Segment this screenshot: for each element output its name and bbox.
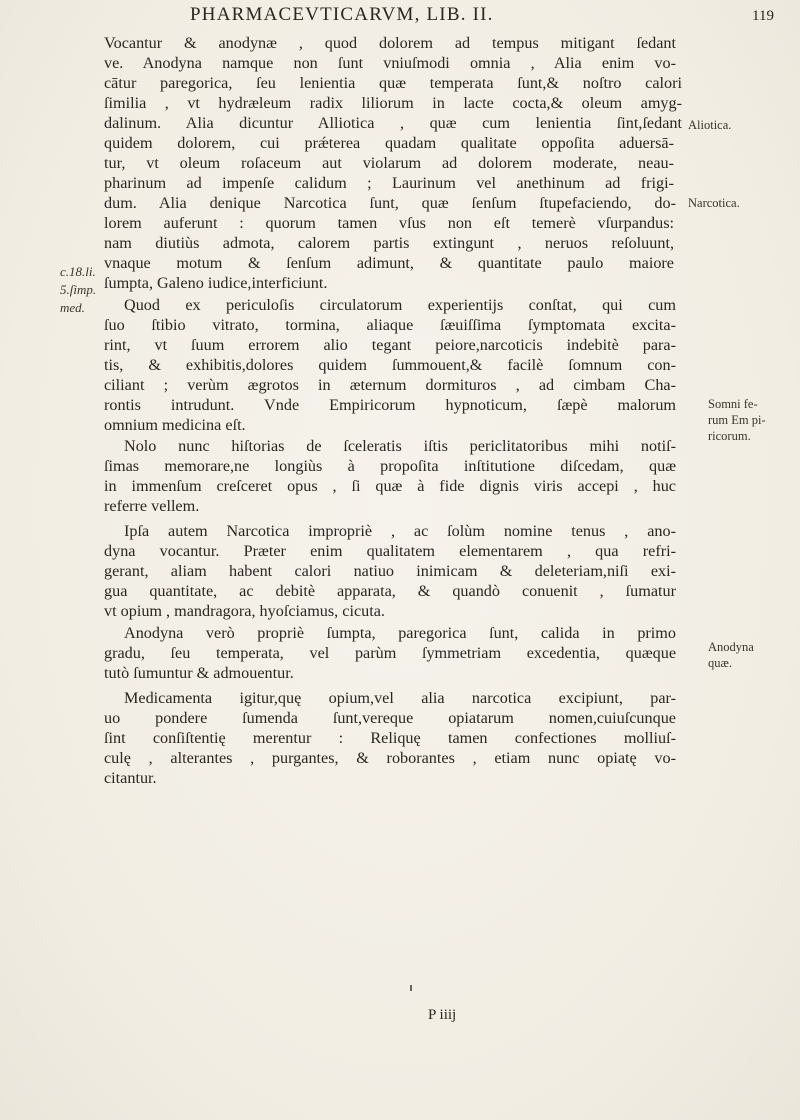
margin-note-reference-2: 5.ſimp. [60,282,97,297]
text-line: vt opium , mandragora, hyoſciamus, cicuta. [104,602,385,620]
text-line: dyna vocantur. Præter enim qualitatem elementarem , qua refri- [104,542,676,560]
text-line: ſumpta, Galeno iudice,interficiunt. [104,274,328,292]
text-line: dalinum. Alia dicuntur Alliotica , quæ cum lenientia ſint,ſedant [104,114,682,132]
page-number: 119 [752,8,774,24]
text-line: Anodyna verò propriè ſumpta, paregorica ſunt, calida in primo [124,624,676,642]
text-line: Ipſa autem Narcotica impropriè , ac ſolùm nomine tenus , ano- [124,522,676,540]
text-line: quidem dolorem, cui prǽterea quadam qualitate oppoſita aduersā- [104,134,674,152]
text-line: in immenſum creſceret opus , ſi quæ à fide dignis viris accepi , huc [104,477,676,495]
text-line: culę , alterantes , purgantes, & roborantes , etiam nunc opiatę vo- [104,749,676,767]
margin-note-somni-3: ricorum. [708,429,751,443]
text-line: omnium medicina eſt. [104,416,246,434]
text-line: tur, vt oleum roſaceum aut violarum ad dolorem moderate, neau- [104,154,674,172]
text-line: rontis intrudunt. Vnde Empiricorum hypnoticum, ſæpè malorum [104,396,676,414]
text-line: dum. Alia denique Narcotica ſunt, quæ ſenſum ſtupefaciendo, do- [104,194,676,212]
margin-note-reference-3: med. [60,300,85,315]
text-line: gerant, aliam habent calori natiuo inimicam & deleteriam,niſi exi- [104,562,676,580]
text-line: nam diutiùs admota, calorem partis extingunt , neruos reſoluunt, [104,234,674,252]
text-line: Quod ex periculoſis circulatorum experientijs conſtat, qui cum [124,296,676,314]
margin-note-anodyna: Anodyna [708,640,754,654]
text-line: uo pondere ſumenda ſunt,vereque opiatarum nomen,cuiuſcunque [104,709,676,727]
text-line: Nolo nunc hiſtorias de ſceleratis iſtis periclitatoribus mihi notiſ- [124,437,676,455]
text-line: referre vellem. [104,497,200,515]
margin-note-narcotica: Narcotica. [688,196,740,210]
text-line: ve. Anodyna namque non ſunt vniuſmodi omnia , Alia enim vo- [104,54,676,72]
text-line: ciliant ; verùm ægrotos in æternum dormituros , ad cimbam Cha- [104,376,676,394]
signature-mark: P iiij [428,1007,457,1023]
text-line: pharinum ad impenſe calidum ; Laurinum vel anethinum ad frigi- [104,174,674,192]
margin-note-quae: quæ. [708,656,732,670]
text-line: tutò ſumuntur & admouentur. [104,664,294,682]
text-line: Vocantur & anodynæ , quod dolorem ad tempus mitigant ſedant [104,34,676,52]
text-line: ſimas memorare,ne longiùs à propoſita inſtitutione diſcedam, quæ [104,457,676,475]
margin-note-somni-1: Somni fe- [708,397,758,411]
text-line: tis, & exhibitis,dolores quidem ſummouent,& facilè ſomnum con- [104,356,676,374]
margin-note-aliotica: Aliotica. [688,118,732,132]
text-line: vnaque motum & ſenſum adimunt, & quantitate paulo maiore [104,254,674,272]
ink-speck [410,985,412,991]
text-line: cātur paregorica, ſeu lenientia quæ temperata ſunt,& noſtro calori [104,74,682,92]
text-line: ſint conſiſtentię merentur : Reliquę tamen confectiones molliuſ- [104,729,676,747]
page-header [190,4,780,30]
text-line: lorem auferunt : quorum tamen vſus non eſt temerè vſurpandus: [104,214,674,232]
margin-note-somni-2: rum Em pi- [708,413,766,427]
text-line: ſimilia , vt hydræleum radix liliorum in lacte cocta,& oleum amyg- [104,94,682,112]
text-line: rint, vt ſuum errorem alio tegant peiore,narcoticis indebitè para- [104,336,676,354]
text-line: gradu, ſeu temperata, vel parùm ſymmetriam excedentia, quæque [104,644,676,662]
running-head: PHARMACEVTICARVM, LIB. II. [190,4,494,25]
text-line: Medicamenta igitur,quę opium,vel alia narcotica excipiunt, par- [124,689,676,707]
margin-note-reference-1: c.18.li. [60,264,96,279]
text-line: gua quantitate, ac debitè apparata, & quandò conuenit , ſumatur [104,582,676,600]
text-line: citantur. [104,769,157,787]
text-line: ſuo ſtibio vitrato, tormina, aliaque ſæuiſſima ſymptomata excita- [104,316,676,334]
